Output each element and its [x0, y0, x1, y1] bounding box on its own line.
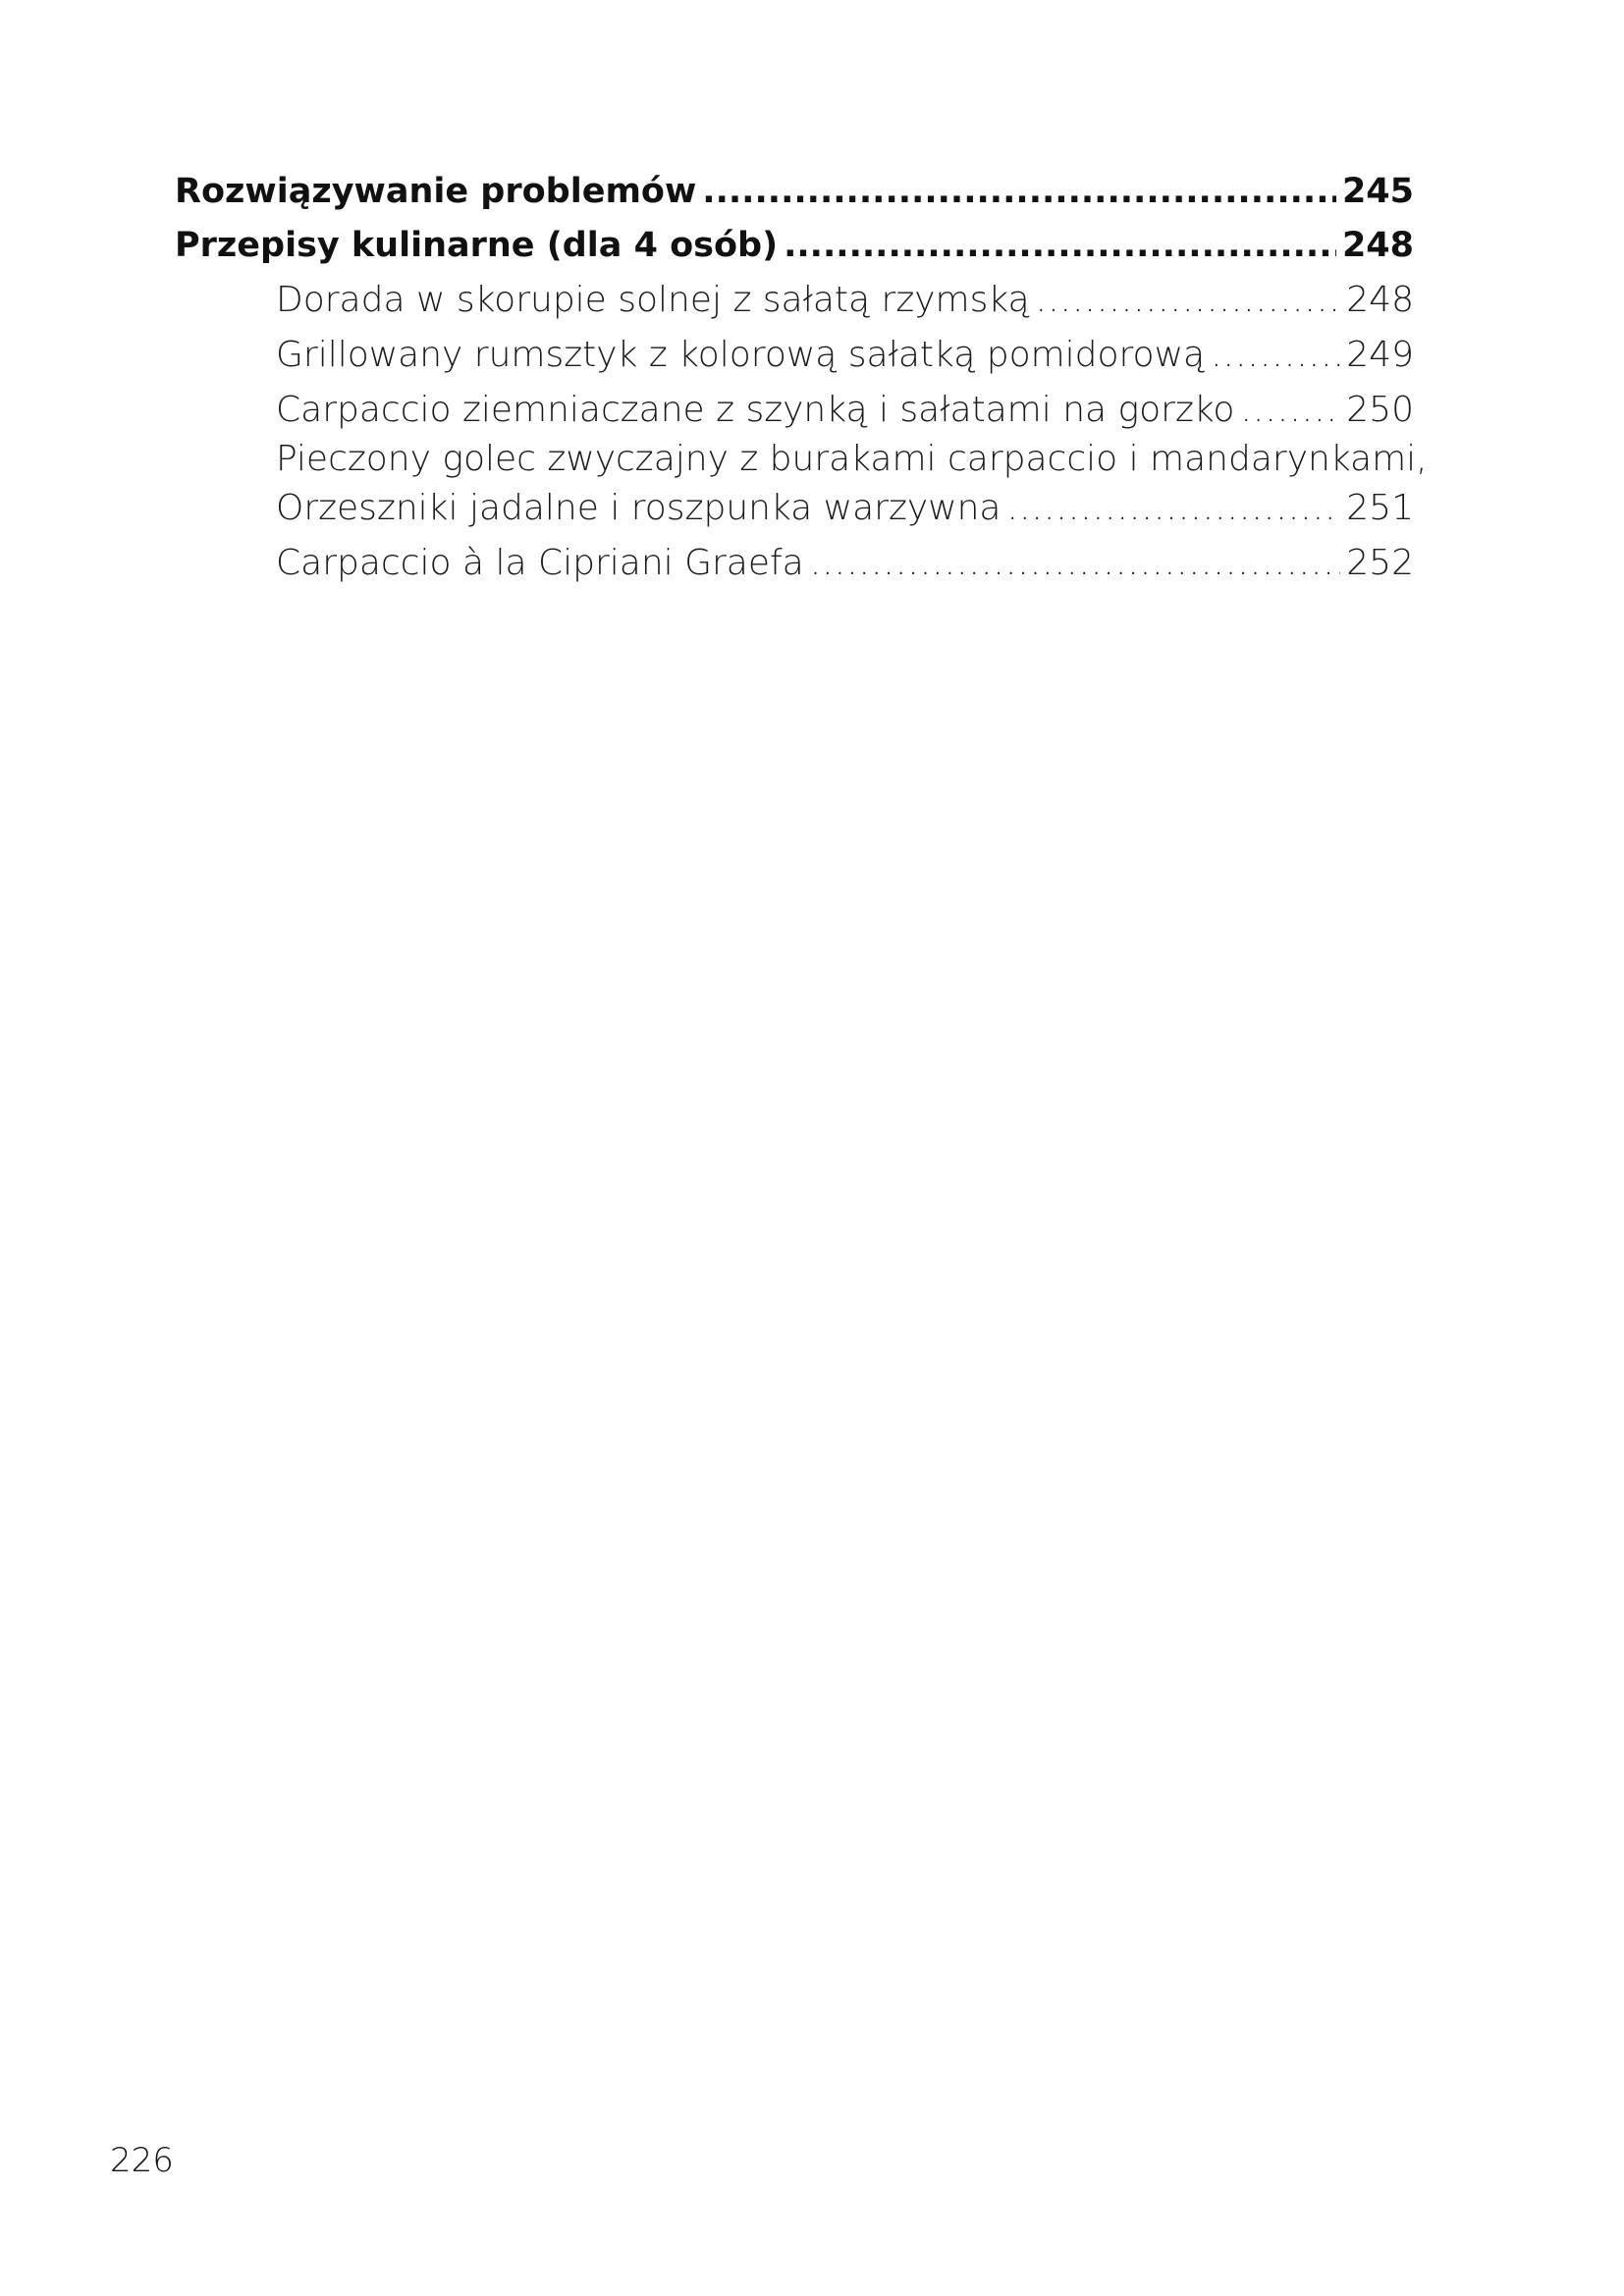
toc-page-number: 249 — [1346, 335, 1414, 375]
toc-leader-dots — [1007, 481, 1341, 536]
toc-page-number: 248 — [1346, 280, 1414, 320]
toc-leader-dots — [810, 536, 1341, 591]
toc-entry-title: Carpaccio à la Cipriani Graefa — [276, 543, 804, 583]
toc-entry-title: Carpaccio ziemniaczane z szynką i sałatami na gorzko — [276, 390, 1235, 430]
toc-page-number: 250 — [1346, 390, 1414, 430]
toc-leader-dots — [702, 165, 1336, 219]
toc-entry-title: Orzeszniki jadalne i roszpunka warzywna — [276, 488, 1001, 528]
table-of-contents — [175, 165, 1428, 591]
toc-entry-title: Pieczony golec zwyczajny z burakami carpaccio i mandarynkami, — [276, 439, 1428, 479]
toc-entry-title: Dorada w skorupie solnej z sałatą rzymską — [276, 280, 1030, 320]
toc-entry-title: Grillowany rumsztyk z kolorową sałatką pomidorową — [276, 335, 1206, 375]
page-number: 226 — [110, 2141, 174, 2180]
toc-page-number: 245 — [1341, 172, 1414, 211]
toc-section-troubleshooting[interactable] — [175, 165, 1414, 219]
toc-section-recipes[interactable] — [175, 219, 1414, 273]
toc-section-title: Rozwiązywanie problemów — [175, 172, 697, 211]
toc-entry-golec-line-1[interactable] — [175, 438, 1428, 481]
toc-entry-dorada[interactable] — [175, 273, 1414, 328]
toc-entry-golec-line-2[interactable] — [175, 481, 1414, 536]
toc-leader-dots — [784, 219, 1336, 273]
toc-section-title: Przepisy kulinarne (dla 4 osób) — [175, 226, 779, 265]
toc-entry-carpaccio-ziemniaczane[interactable] — [175, 383, 1414, 438]
toc-leader-dots — [1240, 383, 1340, 438]
toc-page-number: 251 — [1346, 488, 1414, 528]
toc-page-number: 248 — [1341, 226, 1414, 265]
toc-entry-carpaccio-cipriani[interactable] — [175, 536, 1414, 591]
toc-leader-dots — [1211, 328, 1340, 383]
toc-page-number: 252 — [1346, 543, 1414, 583]
toc-entry-rumsztyk[interactable] — [175, 328, 1414, 383]
toc-leader-dots — [1036, 273, 1341, 328]
